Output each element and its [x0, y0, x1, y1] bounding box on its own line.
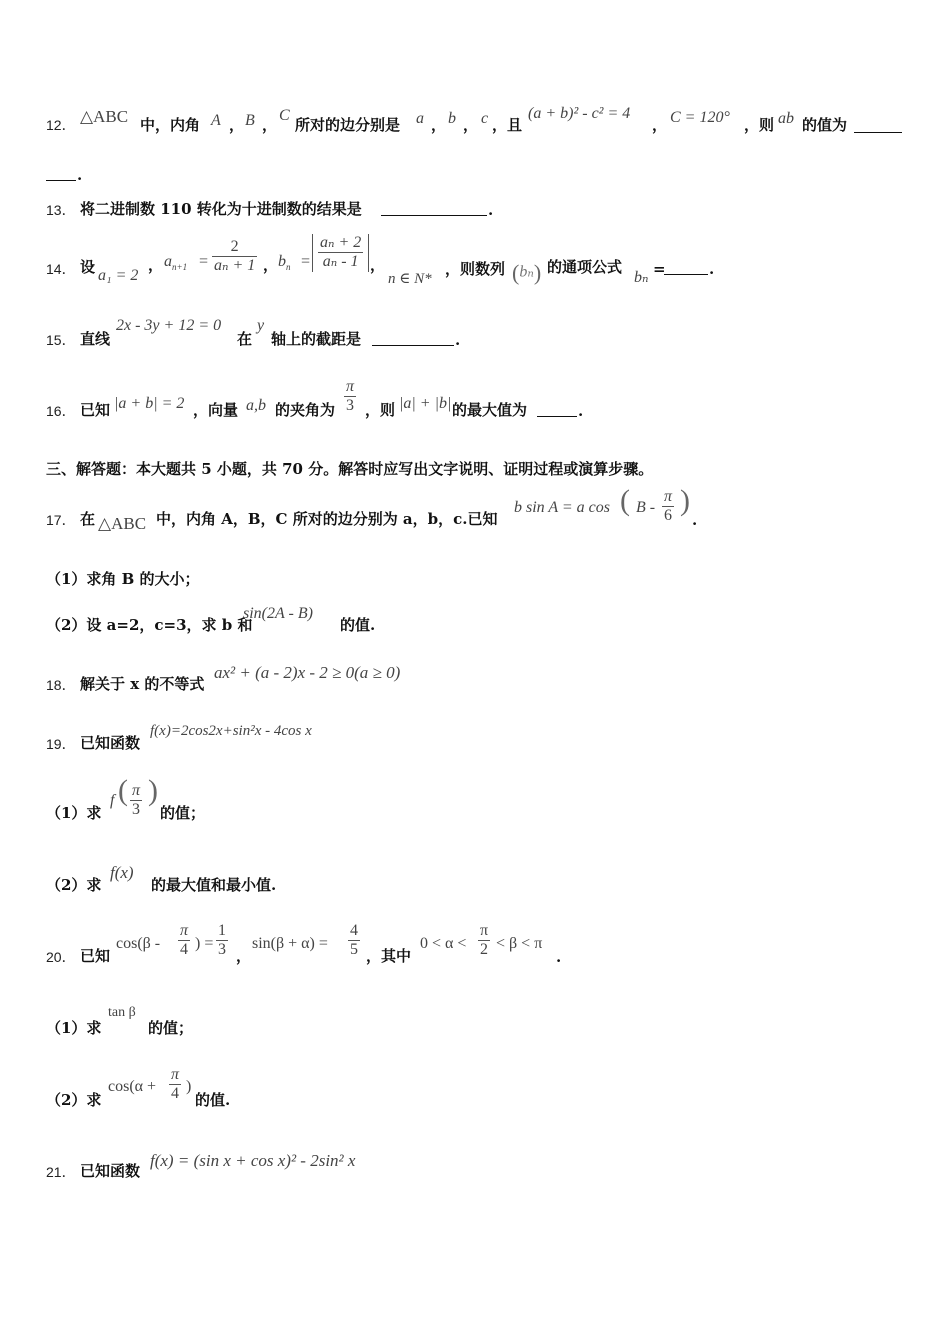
triangle-abc: △ABC — [80, 107, 129, 126]
inequality: ax² + (a - 2)x - 2 ≥ 0(a ≥ 0) — [214, 663, 401, 682]
pi-over-four — [169, 1066, 181, 1104]
separator: ， — [463, 116, 479, 134]
q14-text-4: = — [653, 260, 666, 278]
q12-text-4: ，则 — [744, 116, 775, 134]
y-axis-symbol: y — [257, 317, 265, 334]
denominator: 6 — [664, 507, 672, 525]
pi-over-four — [178, 922, 190, 960]
section-heading: 三、解答题：本大题共 5 小题，共 70 分。解答时应写出文字说明、证明过程或演算步骤。 — [46, 460, 654, 478]
line-equation: 2x - 3y + 12 = 0 — [116, 317, 222, 334]
angle-c: C — [279, 107, 290, 124]
period: . — [578, 402, 584, 420]
cos-lhs: cos(β - — [116, 935, 161, 952]
q13-text: 将二进制数 110 转化为十进制数的结果是 — [80, 200, 362, 218]
q21-text: 已知函数 — [80, 1162, 141, 1180]
q14-text-3: 的通项公式 — [547, 258, 623, 276]
numerator: π — [478, 922, 490, 941]
side-a: a — [416, 110, 424, 127]
denominator: 4 — [180, 941, 188, 959]
denominator: 3 — [132, 801, 140, 819]
q19-part-2-text: （2）求 — [46, 876, 102, 894]
answer-blank[interactable] — [664, 260, 708, 275]
q17-part-1: （1）求角 B 的大小； — [46, 570, 200, 588]
close-paren: ) — [186, 1078, 192, 1095]
q19-text: 已知函数 — [80, 734, 141, 752]
q17-text-1: 在 — [80, 510, 96, 528]
tan-beta: tan β — [108, 1005, 136, 1020]
side-c: c — [481, 110, 489, 127]
q19-part-2-end: 的最大值和最小值. — [151, 876, 277, 894]
denominator: 3 — [346, 397, 354, 415]
question-number: 21． — [46, 1164, 76, 1180]
numerator: π — [344, 378, 356, 397]
one-third — [216, 922, 228, 960]
numerator: aₙ + 2 — [318, 234, 363, 253]
inequality-right: < β < π — [496, 935, 543, 952]
recurrence-lhs — [164, 254, 187, 272]
equation-2: C = 120° — [670, 109, 730, 126]
q12-text-3: ，且 — [492, 116, 523, 134]
numerator: π — [130, 782, 142, 801]
q20-part-1-text: （1）求 — [46, 1019, 102, 1037]
period: . — [488, 201, 494, 219]
question-number: 18． — [46, 677, 76, 693]
q16-text-5: 的最大值为 — [452, 401, 528, 419]
bn-fraction — [318, 234, 363, 272]
equals: = — [300, 253, 311, 270]
numerator: 2 — [212, 238, 257, 257]
answer-blank[interactable] — [372, 331, 454, 346]
sin-equation: sin(β + α) = — [252, 935, 328, 952]
f-of-x: f(x) — [110, 863, 134, 882]
question-number: 13． — [46, 202, 76, 218]
b-symbol: b — [278, 253, 286, 270]
bn: bₙ — [519, 263, 534, 281]
q17-part-2-text: （2）设 a=2，c=3，求 b 和 — [46, 616, 253, 634]
separator: ， — [262, 116, 278, 134]
q20-text-1: 已知 — [80, 947, 111, 965]
f-symbol: f — [110, 792, 115, 809]
pi-over-two — [478, 922, 490, 960]
period: . — [709, 260, 715, 278]
denominator: 3 — [218, 941, 226, 959]
separator: ， — [236, 947, 252, 965]
sin-expression: sin(2A - B) — [243, 605, 313, 622]
q15-text-3: 轴上的截距是 — [271, 330, 362, 348]
separator: ， — [263, 256, 279, 274]
q15-text-2: 在 — [237, 330, 253, 348]
q17-part-2-end: 的值. — [340, 616, 376, 634]
q20-part-2-end: 的值. — [195, 1091, 231, 1109]
bn-answer-label: bₙ — [634, 269, 649, 286]
numerator: π — [169, 1066, 181, 1085]
denominator: 4 — [171, 1085, 179, 1103]
question-number: 19． — [46, 736, 76, 752]
pi-over-three — [130, 782, 142, 820]
bn-lhs — [278, 254, 291, 272]
subscript: n+1 — [172, 262, 188, 273]
equals: = — [198, 253, 209, 270]
q16-text-2: ，向量 — [193, 401, 239, 419]
numerator: 4 — [348, 922, 360, 941]
q12-text-5: 的值为 — [802, 116, 848, 134]
question-number: 17． — [46, 512, 76, 528]
angle-fraction — [344, 378, 356, 416]
question-number: 16． — [46, 403, 76, 419]
n-in-naturals: n ∈ N* — [388, 271, 432, 287]
period: . — [556, 948, 562, 966]
period: . — [77, 166, 83, 184]
inequality-left: 0 < α < — [420, 935, 467, 952]
given-equation: b sin A = a cos — [514, 499, 610, 516]
vector-sum-magnitude: |a + b| = 2 — [114, 395, 185, 412]
q12-text-2: 所对的边分别是 — [295, 116, 401, 134]
question-number: 20． — [46, 949, 76, 965]
a-symbol: a — [164, 253, 172, 270]
triangle-abc: △ABC — [98, 514, 147, 533]
q20-part-1-end: 的值； — [148, 1019, 194, 1037]
q12-text-1: 中，内角 — [140, 116, 201, 134]
period: . — [692, 511, 698, 529]
separator: ， — [370, 256, 386, 274]
pi-over-six — [662, 488, 674, 526]
cos-argument: B - — [636, 499, 656, 516]
q20-part-2-text: （2）求 — [46, 1091, 102, 1109]
subscript: n — [286, 262, 291, 273]
cos-rhs: ) = — [195, 935, 214, 952]
numerator: π — [178, 922, 190, 941]
answer-blank[interactable] — [381, 201, 487, 216]
denominator: 2 — [480, 941, 489, 959]
function-definition: f(x)=2cos2x+sin²x - 4cos x — [150, 723, 312, 739]
numerator: 1 — [216, 922, 228, 941]
q17-text-2: 中，内角 A，B，C 所对的边分别为 a，b，c.已知 — [156, 510, 498, 528]
separator: ， — [229, 116, 245, 134]
separator: ， — [148, 256, 164, 274]
question-number: 12． — [46, 117, 76, 133]
sequence-bn: (bₙ) — [512, 260, 542, 285]
q16-text-1: 已知 — [80, 401, 111, 419]
q19-part-1-text: （1）求 — [46, 804, 102, 822]
product-ab: ab — [778, 110, 794, 127]
separator: ， — [431, 116, 447, 134]
q19-part-1-end: 的值； — [160, 804, 206, 822]
separator: ， — [652, 116, 668, 134]
answer-blank[interactable] — [854, 118, 902, 133]
period: . — [455, 331, 461, 349]
denominator: 5 — [350, 941, 358, 959]
question-number: 14． — [46, 261, 76, 277]
q15-text-1: 直线 — [80, 330, 111, 348]
answer-blank-continued[interactable] — [46, 166, 76, 181]
vectors-ab: a,b — [246, 397, 266, 414]
function-definition: f(x) = (sin x + cos x)² - 2sin² x — [150, 1151, 356, 1170]
q20-text-2: ，其中 — [366, 947, 412, 965]
angle-b: B — [245, 112, 255, 129]
question-number: 15． — [46, 332, 76, 348]
abs-bars — [312, 234, 369, 272]
answer-blank[interactable] — [537, 402, 577, 417]
denominator: aₙ + 1 — [214, 257, 256, 275]
four-fifths — [348, 922, 360, 960]
side-b: b — [448, 110, 456, 127]
angle-a: A — [211, 112, 221, 129]
q14-text-1: 设 — [80, 258, 96, 276]
cos-alpha-plus: cos(α + — [108, 1078, 157, 1095]
equation-1: (a + b)² - c² = 4 — [528, 105, 631, 122]
recurrence-fraction — [212, 238, 257, 276]
a1-equation: a₁ = 2 — [98, 267, 139, 284]
numerator: π — [662, 488, 674, 507]
q14-text-2: ，则数列 — [445, 260, 506, 278]
q18-text: 解关于 x 的不等式 — [80, 675, 205, 693]
denominator: aₙ - 1 — [322, 253, 359, 271]
q16-text-3: 的夹角为 — [275, 401, 336, 419]
magnitude-sum: |a| + |b| — [399, 395, 452, 412]
q16-text-4: ，则 — [365, 401, 396, 419]
